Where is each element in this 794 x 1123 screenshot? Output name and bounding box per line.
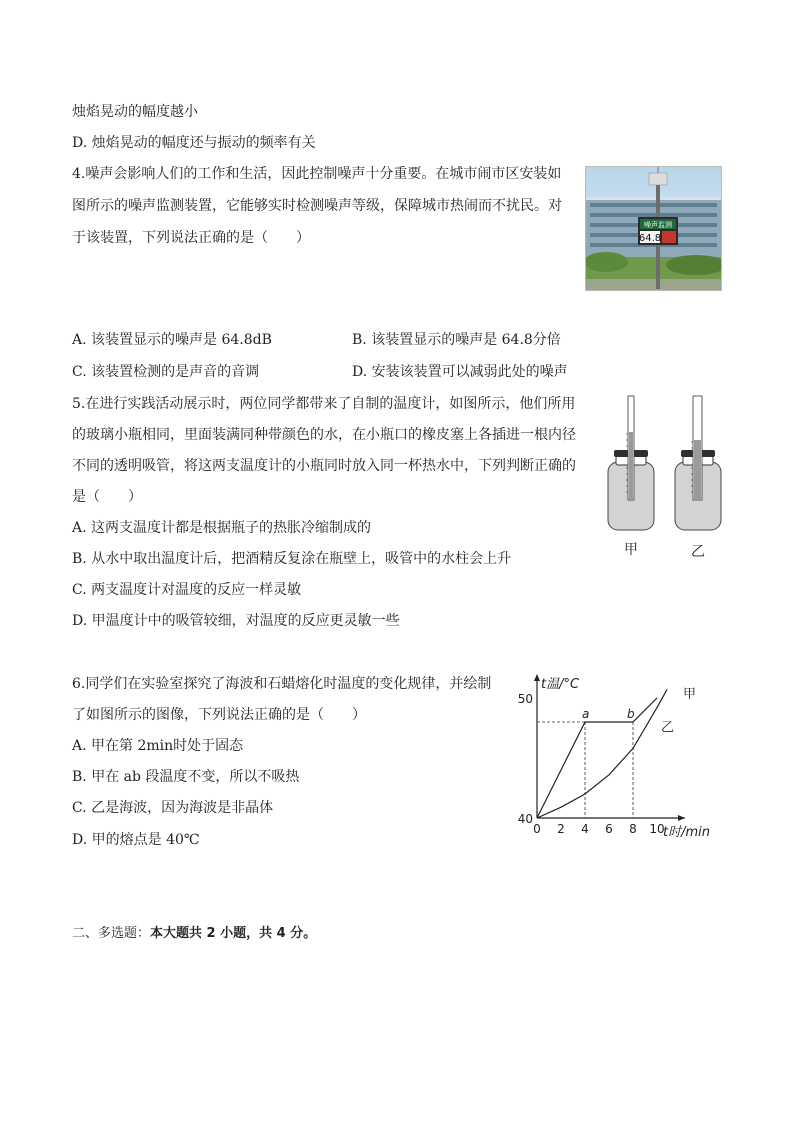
photo-noise-reading: 64.8 bbox=[638, 233, 662, 244]
q6-stem-line2: 了如图所示的图像，下列说法正确的是（ ） bbox=[72, 707, 366, 723]
thermometer-jia bbox=[608, 396, 654, 558]
thermometer-yi bbox=[675, 396, 721, 560]
melting-chart bbox=[510, 668, 730, 846]
photo-sign-text: 噪声监测 bbox=[644, 221, 672, 229]
q5-option-c: C. 两支温度计对温度的反应一样灵敏 bbox=[72, 582, 302, 598]
y-axis-label: t温/°C bbox=[541, 677, 580, 692]
q6-option-b: B. 甲在 ab 段温度不变，所以不吸热 bbox=[72, 769, 300, 785]
y-tick-label: 40 bbox=[517, 812, 533, 826]
thermometers-figure bbox=[600, 392, 730, 562]
x-axis-arrow bbox=[678, 815, 685, 821]
x-tick-label: 10 bbox=[649, 822, 665, 836]
q6-option-c: C. 乙是海波，因为海波是非晶体 bbox=[72, 800, 274, 816]
q5-stem-line1: 5.在进行实践活动展示时，两位同学都带来了自制的温度计，如图所示，他们所用 bbox=[72, 396, 576, 412]
x-tick-label: 6 bbox=[605, 822, 613, 836]
x-tick-label: 4 bbox=[581, 822, 589, 836]
q3-text-tail: 烛焰晃动的幅度越小 bbox=[72, 104, 198, 120]
label-jia: 甲 bbox=[624, 542, 638, 558]
q4-option-a: A. 该装置显示的噪声是 64.8dB bbox=[72, 332, 272, 348]
y-tick-label: 50 bbox=[517, 692, 533, 706]
q4-option-b: B. 该装置显示的噪声是 64.8分倍 bbox=[352, 332, 561, 348]
q4-option-d: D. 安装该装置可以减弱此处的噪声 bbox=[352, 364, 568, 380]
q5-option-b: B. 从水中取出温度计后，把酒精反复涂在瓶壁上，吸管中的水柱会上升 bbox=[72, 551, 512, 567]
q5-stem-line3: 不同的透明吸管，将这两支温度计的小瓶同时放入同一杯热水中，下列判断正确的 bbox=[72, 458, 576, 474]
q5-option-a: A. 这两支温度计都是根据瓶子的热胀冷缩制成的 bbox=[72, 520, 372, 536]
noise-monitor-photo bbox=[585, 166, 722, 291]
q5-stem-line4: 是（ ） bbox=[72, 489, 142, 505]
q6-option-a: A. 甲在第 2min时处于固态 bbox=[72, 738, 244, 754]
label-yi: 乙 bbox=[691, 544, 705, 560]
q5-stem-line2: 的玻璃小瓶相同，里面装满同种带颜色的水，在小瓶口的橡皮塞上各插进一根内径 bbox=[72, 427, 576, 443]
q6-option-d: D. 甲的熔点是 40℃ bbox=[72, 832, 200, 848]
x-axis-label: t时/min bbox=[663, 825, 710, 840]
series-jia-label: 甲 bbox=[683, 687, 697, 702]
q6-stem-line1: 6.同学们在实验室探究了海波和石蜡熔化时温度的变化规律，并绘制 bbox=[72, 676, 492, 692]
series-jia-line bbox=[537, 698, 657, 818]
q4-option-c: C. 该装置检测的是声音的音调 bbox=[72, 364, 260, 380]
x-tick-label: 8 bbox=[629, 822, 637, 836]
x-tick-label: 2 bbox=[557, 822, 565, 836]
q4-stem-line2: 图所示的噪声监测装置，它能够实时检测噪声等级，保障城市热闹而不扰民。对 bbox=[72, 198, 562, 214]
point-label-b: b bbox=[627, 707, 635, 721]
q5-option-d: D. 甲温度计中的吸管较细，对温度的反应更灵敏一些 bbox=[72, 613, 400, 629]
section-2-prefix: 二、多选题： bbox=[72, 926, 151, 941]
series-yi-label: 乙 bbox=[661, 720, 675, 736]
section-2-heading bbox=[72, 924, 316, 944]
q4-stem-line1: 4.噪声会影响人们的工作和生活，因此控制噪声十分重要。在城市闹市区安装如 bbox=[72, 166, 562, 182]
x-tick-label: 0 bbox=[533, 822, 541, 836]
section-2-rest: 本大题共 2 小题，共 4 分。 bbox=[150, 926, 317, 941]
q3-option-d: D. 烛焰晃动的幅度还与振动的频率有关 bbox=[72, 135, 316, 151]
q4-stem-line3: 于该装置，下列说法正确的是（ ） bbox=[72, 230, 310, 246]
series-yi-curve bbox=[537, 690, 667, 818]
y-axis-arrow bbox=[534, 674, 540, 681]
point-label-a: a bbox=[582, 707, 590, 721]
